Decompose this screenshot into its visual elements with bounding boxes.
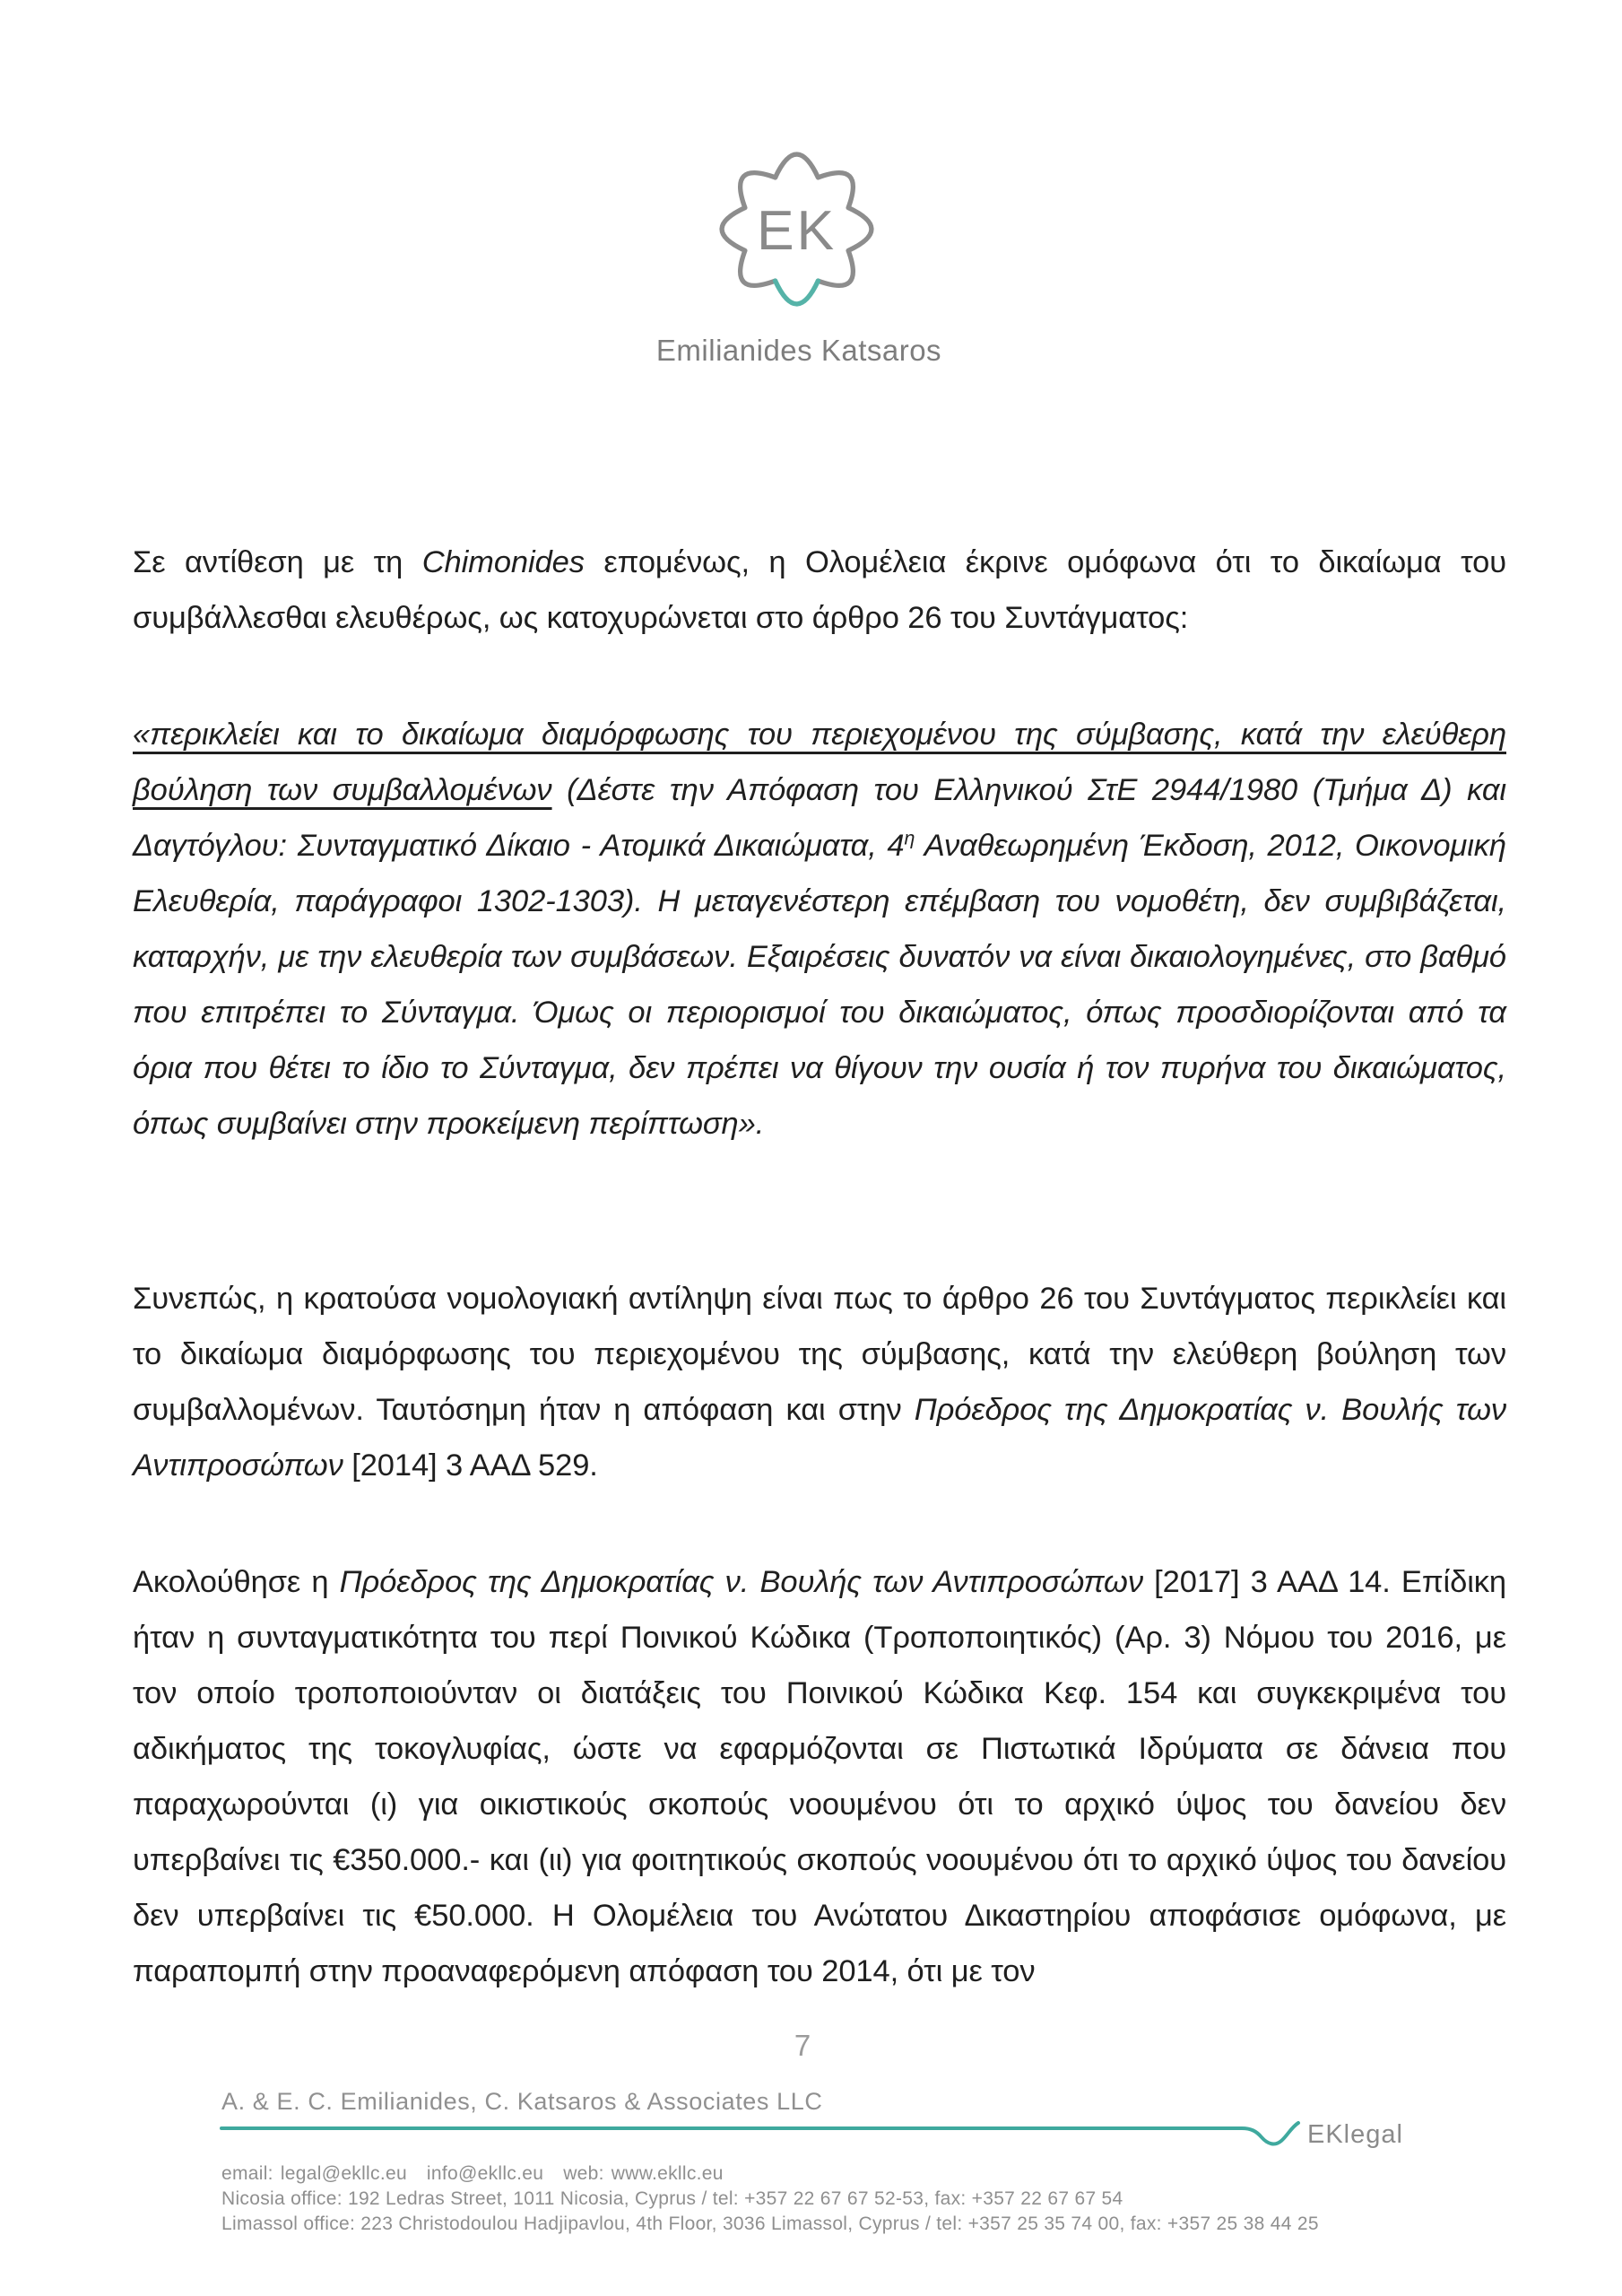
quote-underlined-segment: «περικλείει και το δικαίωμα διαμόρφωσης του περιεχομένου της σύμβασης, κατά την ελεύθερη βούληση των συμβαλλομένων: [133, 718, 1506, 807]
firm-badge-icon: [709, 142, 884, 317]
web-label: web:: [563, 2163, 604, 2184]
quote-rest-segment: Αναθεωρημένη Έκδοση, 2012, Οικονομική Ελευθερία, παράγραφοι 1302-1303). Η μεταγενέστερη επέμβαση του νομοθέτη, δεν συμβιβάζεται, καταρχήν, με την ελευθερία των συμβάσεων. Εξαιρέσεις δυνατόν να είναι δικαιολογημένες, στο βαθμό που επιτρέπει το Σύνταγμα. Όμως οι περιορισμοί του δικαιώματος, όπως προσδιορίζονται από τα όρια που θέτει το ίδιο το Σύνταγμα, δεν πρέπει να θίγουν την ουσία ή τον πυρήνα του δικαιώματος, όπως συμβαίνει στην προκείμενη περίπτωση».: [133, 829, 1506, 1141]
case-name-2017: Πρόεδρος της Δημοκρατίας ν. Βουλής των Αντιπροσώπων: [339, 1565, 1143, 1599]
email-secondary: info@ekllc.eu: [426, 2163, 544, 2184]
paragraph-2017-case: [133, 1554, 1506, 1999]
paragraph-conclusion-2014: [133, 1271, 1506, 1493]
case-name-2014: Πρόεδρος της Δημοκρατίας ν. Βουλής των Αντιπροσώπων: [133, 1393, 1507, 1483]
contact-line-email: [221, 2161, 1319, 2187]
contact-line-limassol: Limassol office: 223 Christodoulou Hadjipavlou, 4th Floor, 3036 Limassol, Cyprus / tel: +357 25 35 74 00, fax: +357 25 38 44 25: [221, 2213, 1319, 2234]
footer-firm-name: A. & E. C. Emilianides, C. Katsaros & Associates LLC: [221, 2088, 823, 2115]
website-url: www.ekllc.eu: [611, 2163, 724, 2184]
footer-teal-line: [221, 2123, 1298, 2144]
email-primary: legal@ekllc.eu: [280, 2163, 407, 2184]
paragraph-intro-post: επομένως, η Ολομέλεια έκρινε ομόφωνα ότι το δικαίωμα του συμβάλλεσθαι ελευθέρως, ως κατοχυρώνεται στο άρθρο 26 του Συντάγματος:: [133, 545, 1506, 635]
paragraph-intro: [133, 535, 1506, 646]
contact-line-nicosia: Nicosia office: 192 Ledras Street, 1011 Nicosia, Cyprus / tel: +357 22 67 67 52-53, fax: +357 22 67 67 54: [221, 2188, 1123, 2209]
brand-name: Emilianides Katsaros: [655, 334, 942, 367]
email-label: email:: [221, 2163, 273, 2184]
paragraph3-pre: Ακολούθησε η: [133, 1565, 340, 1599]
footer-wordmark: EKlegal: [1307, 2120, 1403, 2149]
paragraph2-pre: Συνεπώς, η κρατούσα νομολογιακή αντίληψη είναι πως το άρθρο 26 του Συντάγματος περικλείει και το δικαίωμα διαμόρφωσης του περιεχομένου της σύμβασης, κατά την ελεύθερη βούληση των συμβαλλομένων. Ταυτόσημη ήταν η απόφαση και στην: [133, 1282, 1506, 1427]
quote-superscript: η: [904, 827, 915, 849]
footer-contact-block: [221, 2161, 1319, 2237]
quote-block: [133, 707, 1506, 1152]
page-number: 7: [794, 2029, 811, 2062]
case-name-chimonides: Chimonides: [421, 545, 585, 579]
footer-divider-swoosh-icon: [220, 2117, 1300, 2152]
paragraph3-post: [2017] 3 ΑΑΔ 14. Επίδικη ήταν η συνταγματικότητα του περί Ποινικού Κώδικα (Τροποποιητικός) (Αρ. 3) Νόμου του 2016, με τον οποίο τροποποιούνταν οι διατάξεις του Ποινικού Κώδικα Κεφ. 154 και συγκεκριμένα του αδικήματος της τοκογλυφίας, ώστε να εφαρμόζονται σε Πιστωτικά Ιδρύματα σε δάνεια που παραχωρούνται (ι) για οικιστικούς σκοπούς νοουμένου ότι το αρχικό ύψος του δανείου δεν υπερβαίνει τις €350.000.- και (ιι) για φοιτητικούς σκοπούς νοουμένου ότι το αρχικό ύψος του δανείου δεν υπερβαίνει τις €50.000. Η Ολομέλεια του Ανώτατου Δικαστηρίου αποφάσισε ομόφωνα, με παραπομπή στην προαναφερόμενη απόφαση του 2014, ότι με τον: [133, 1565, 1506, 1988]
badge-monogram: EK: [756, 199, 837, 262]
paragraph-intro-pre: Σε αντίθεση με τη: [133, 545, 422, 579]
quote-mid-segment: (Δέστε την Απόφαση του Ελληνικού ΣτΕ 2944/1980 (Τμήμα Δ) και Δαγτόγλου: Συνταγματικό Δίκαιο - Ατομικά Δικαιώματα, 4: [133, 773, 1506, 863]
badge-bottom-teal: [776, 281, 819, 304]
paragraph2-post: [2014] 3 ΑΑΔ 529.: [343, 1448, 598, 1483]
